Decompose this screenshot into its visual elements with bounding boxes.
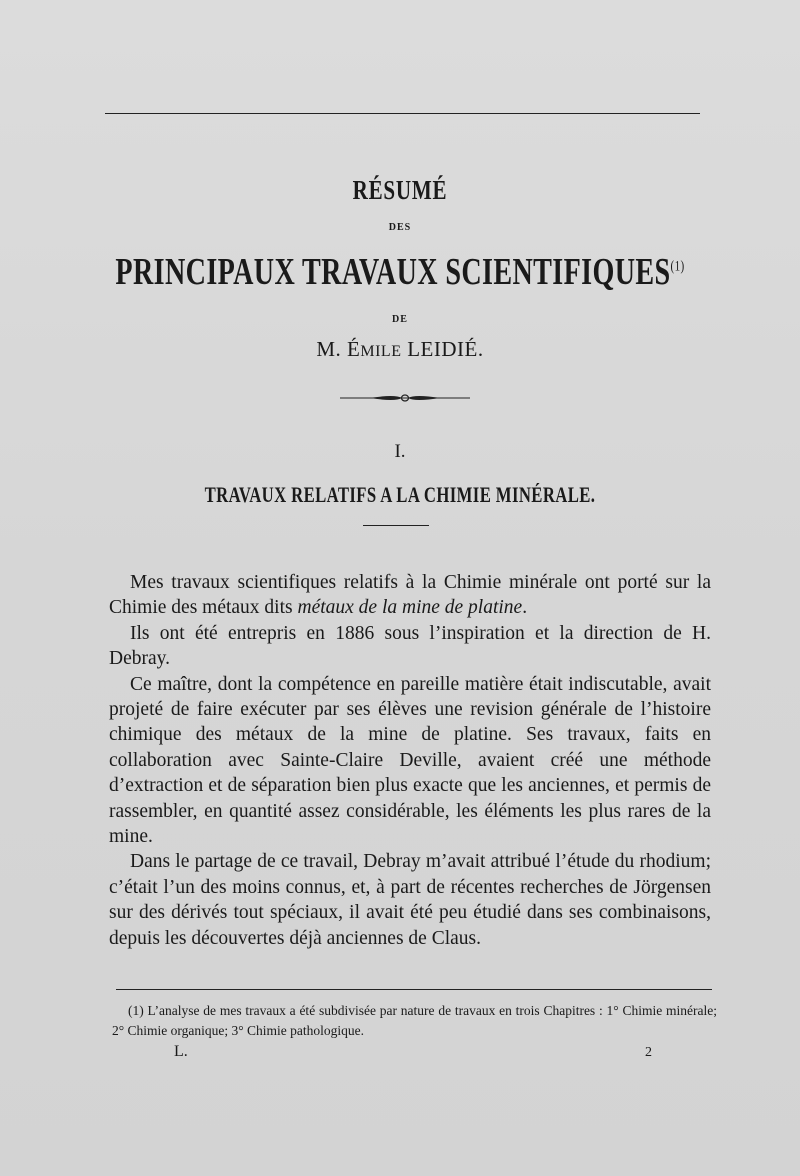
author-prefix: M. É [316,337,361,361]
section-rule [363,525,429,526]
top-rule [105,113,700,114]
author-last: LEIDIÉ. [401,337,484,361]
paragraph-3: Ce maître, dont la compétence en pareille matière était indiscutable, avait projeté de faire exécuter par ses élèves une revision générale de l’histoire chimique des métaux de la mine de platine. Ses travaux, faits en collaboration avec Sainte-Claire Deville, avaient créé une méthode d’extraction et de séparation bien plus exacte que les anciennes, et permis de rassembler, en quantité assez considérable, les éléments les plus rares de la mine. [109,673,711,848]
paragraph-1-italic: métaux de la mine de platine [297,597,523,619]
title-resume: RÉSUMÉ [352,175,448,205]
section-number: I. [394,441,406,462]
paragraph-1 [109,570,711,621]
title-des: DES [388,222,412,233]
ornament-divider [340,392,470,404]
body-text [109,570,711,951]
footnote-marker: (1) [670,258,685,275]
paragraph-1-text: Mes travaux scientifiques relatifs à la Chimie minérale ont porté sur la Chimie des métaux dits [109,572,711,619]
title-de: DE [392,314,408,325]
footnote-text: (1) L’analyse de mes travaux a été subdivisée par nature de travaux en trois Chapitres : 1° Chimie minérale; 2° Chimie organique; 3° Chimie pathologique. [112,1003,717,1038]
author-first-smallcaps: MILE [360,343,402,360]
signature-mark: L. [174,1043,188,1060]
section-title: TRAVAUX RELATIFS A LA CHIMIE MINÉRALE. [204,482,596,507]
page-number: 2 [645,1045,652,1060]
paragraph-2: Ils ont été entrepris en 1886 sous l’inspiration et la direction de H. Debray. [109,622,711,670]
footnote [112,1001,717,1041]
page-title-text: PRINCIPAUX TRAVAUX SCIENTIFIQUES [115,251,671,293]
footnote-rule [116,989,712,990]
author-name [0,337,800,362]
paragraph-1-end: . [522,597,528,619]
paragraph-4: Dans le partage de ce travail, Debray m’avait attribué l’étude du rhodium; c’était l’un des moins connus, et, à part de récentes recherches de Jörgensen sur des dérivés tout spéciaux, il avait été peu étudié dans ses combinaisons, depuis les découvertes déjà anciennes de Claus. [109,851,711,949]
page-title [104,250,696,294]
